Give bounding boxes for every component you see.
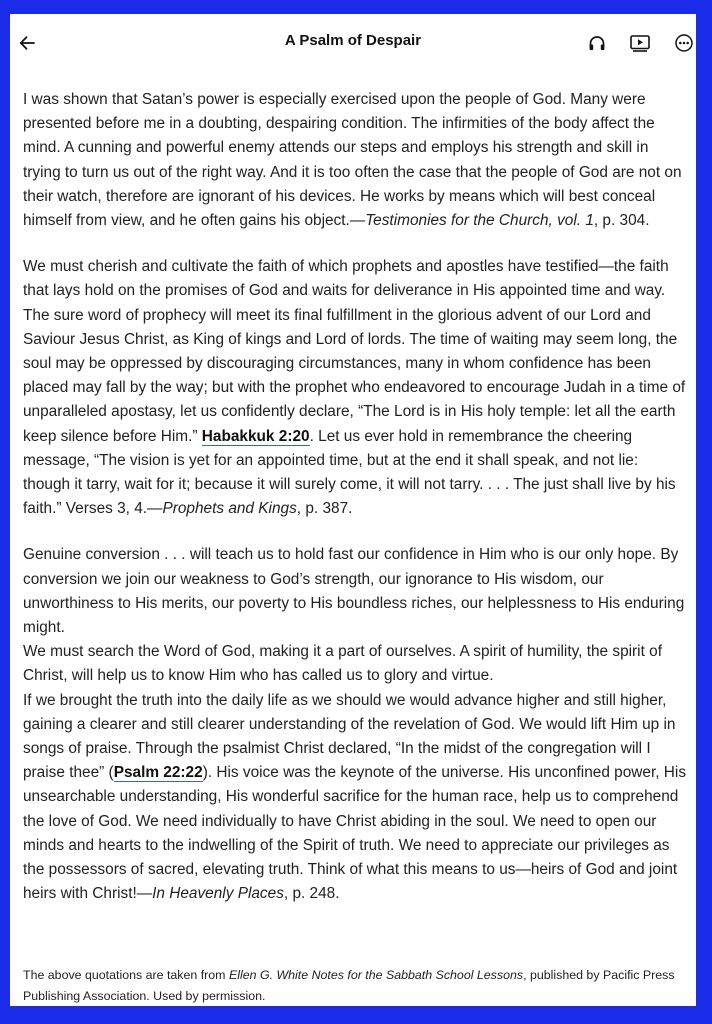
- audio-button[interactable]: [584, 30, 610, 56]
- more-options-button[interactable]: [671, 30, 696, 56]
- paragraph-2-text-b: . Let us ever hold in remembrance the cheering message, “The vision is yet for an appointed time, but at the end it shall speak, and not lie: though it tarry, wait for it; because it will surely come, it will not tarry. . . . The just shall live by his faith.” Verses 3, 4.—: [23, 427, 676, 518]
- paragraph-5-text-a: If we brought the truth into the daily life as we should we would advance higher and still higher, gaining a clearer and still clearer understanding of the revelation of God. We would lift Him up in songs of praise. Through the psalmist Christ declared, “In the midst of the congregation will I praise thee” (: [23, 691, 676, 782]
- headphones-icon: [587, 33, 607, 53]
- source-page: , p. 304.: [593, 212, 650, 230]
- source-title: Prophets and Kings: [162, 500, 297, 518]
- footer-text-b: , published by Pacific Press Publishing Association. Used by permission.: [23, 968, 675, 1003]
- footer-text-a: The above quotations are taken from: [23, 968, 229, 982]
- more-options-icon: [674, 33, 694, 53]
- source-title: In Heavenly Places: [152, 885, 284, 903]
- page-title: A Psalm of Despair: [284, 32, 422, 49]
- paragraph-2-text-a: We must cherish and cultivate the faith of which prophets and apostles have testified—the faith that lays hold on the promises of God and waits for deliverance in His appointed time and way. The sure word of prophecy will meet its final fulfillment in the glorious advent of our Lord and Saviour Jesus Christ, as King of kings and Lord of lords. The time of waiting may seem long, the soul may be oppressed by discouraging circumstances, many in whom confidence has been placed may fall by the way; but with the prophet who endeavored to encourage Judah in a time of unparalleled apostasy, let us confidently declare, “The Lord is in His holy temple: let all the earth keep silence before Him.”: [23, 258, 686, 445]
- copyright-footer: [23, 965, 689, 1006]
- paragraph-1: [23, 88, 689, 233]
- source-page: , p. 248.: [283, 885, 340, 903]
- paragraph-2: [23, 255, 689, 521]
- paragraph-1-text: I was shown that Satan’s power is especially exercised upon the people of God. Many were presented before me in a doubting, despairing condition. The infirmities of the body affect the mind. A cunning and powerful enemy attends our steps and employs his strength and skill in trying to turn us out of the right way. And it is too often the case that the people of God are not on their watch, therefore are ignorant of his devices. He works by means which will best conceal himself from view, and he often gains his object.—: [23, 91, 682, 230]
- video-button[interactable]: [627, 30, 653, 56]
- habakkuk-reference-link[interactable]: Habakkuk 2:20: [201, 427, 310, 445]
- app-window: [10, 14, 696, 1006]
- play-video-icon: [629, 33, 651, 53]
- psalm-reference-link[interactable]: Psalm 22:22: [113, 764, 203, 782]
- source-page: , p. 387.: [296, 500, 353, 518]
- paragraph-3: Genuine conversion . . . will teach us to hold fast our confidence in Him who is our only hope. By conversion we join our weakness to God’s strength, our ignorance to His wisdom, our unworthiness to His merits, our poverty to His boundless riches, our helplessness to His enduring might.: [23, 546, 685, 637]
- footer-source-title: Ellen G. White Notes for the Sabbath School Lessons: [228, 968, 524, 982]
- paragraph-5-text-b: ). His voice was the keynote of the universe. His unconfined power, His unsearchable understanding, His wonderful sacrifice for the human race, help us to comprehend the love of God. We need individually to have Christ abiding in the soul. We need to open our minds and hearts to the indwelling of the Spirit of truth. We need to appreciate our privileges as the possessors of sacred, elevating truth. Think of what this means to us—heirs of God and joint heirs with Christ!—: [23, 764, 687, 903]
- paragraph-5: [23, 689, 689, 907]
- source-title: Testimonies for the Church, vol. 1: [365, 212, 594, 230]
- paragraph-4: We must search the Word of God, making it a part of ourselves. A spirit of humility, the spirit of Christ, will help us to know Him who has called us to glory and virtue.: [23, 643, 662, 685]
- header-bar: [10, 14, 696, 72]
- article-body: [23, 88, 689, 907]
